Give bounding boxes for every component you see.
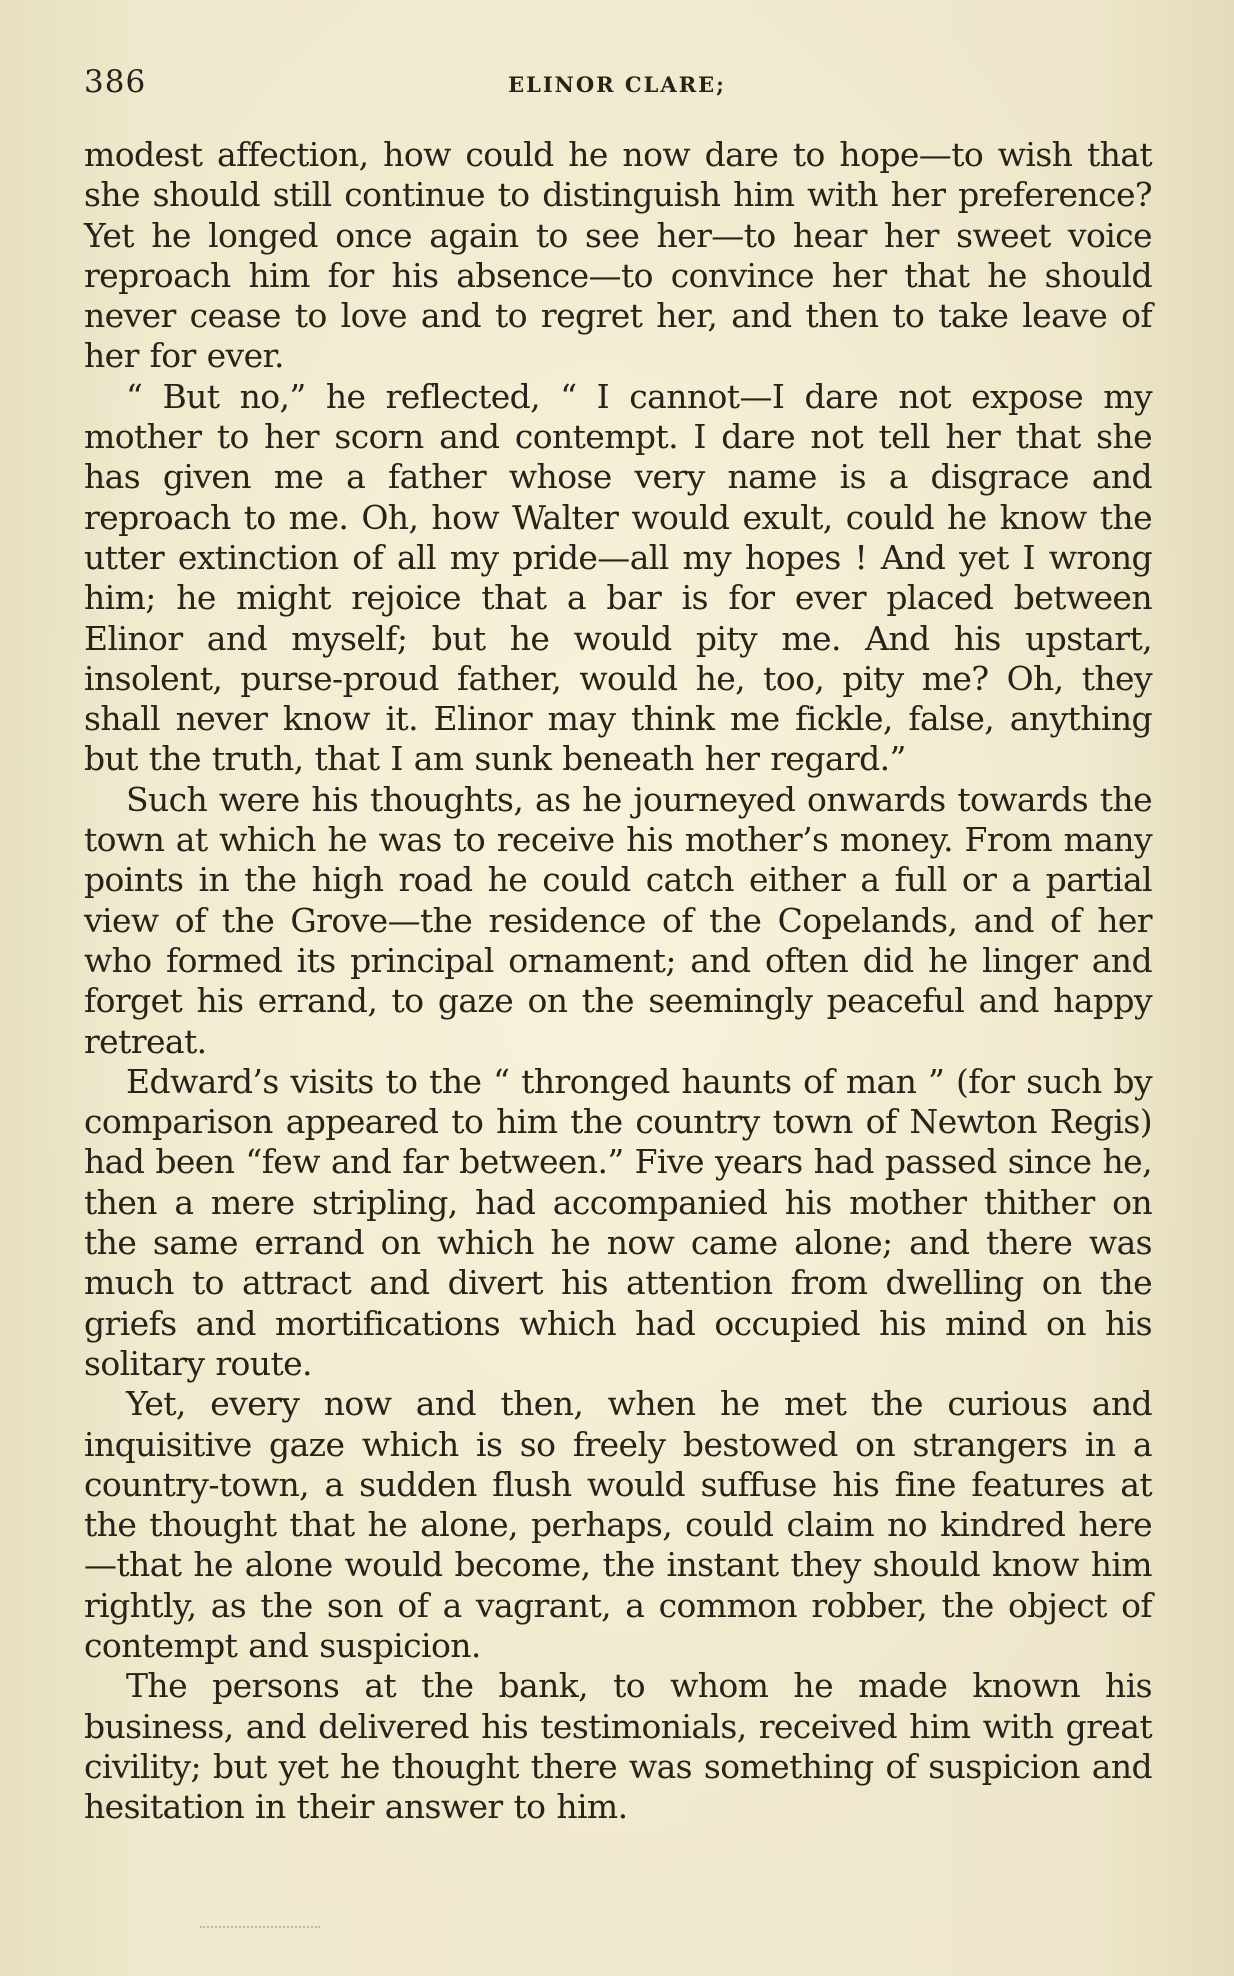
paragraph-2: “ But no,” he reflected, “ I cannot—I dare not expose my mother to her scorn and contempt. I dare not tell her that she has given me a father whose very name is a disgrace and reproach to me. Oh, how Walter would exult, could he know the utter extinction of all my pride—all my hopes ! And yet I wrong him; he might rejoice that a bar is for ever placed between Elinor and myself; but he would pity me. And his upstart, insolent, purse-proud father, would he, too, pity me? Oh, they shall never know it. Elinor may think me fickle, false, anything but the truth, that I am sunk beneath her regard.” <box>84 376 1152 779</box>
running-title: ELINOR CLARE; <box>508 72 726 97</box>
paragraph-4: Edward’s visits to the “ thronged haunts of man ” (for such by comparison appeared to him the country town of Newton Regis) had been “few and far between.” Five years had passed since he, then a mere stripling, had accompanied his mother thither on the same errand on which he now came alone; and there was much to attract and divert his attention from dwelling on the griefs and mortifications which had occupied his mind on his solitary route. <box>84 1061 1152 1383</box>
page-header <box>84 60 1150 110</box>
paragraph-1: modest affection, how could he now dare to hope—to wish that she should still continue to distinguish him with her preference? Yet he longed once again to see her—to hear her sweet voice reproach him for his absence—to convince her that he should never cease to love and to regret her, and then to take leave of her for ever. <box>84 135 1152 376</box>
paragraph-3: Such were his thoughts, as he journeyed onwards towards the town at which he was to receive his mother’s money. From many points in the high road he could catch either a full or a partial view of the Grove—the residence of the Copelands, and of her who formed its principal ornament; and often did he linger and forget his errand, to gaze on the seemingly peaceful and happy retreat. <box>84 779 1152 1061</box>
print-smudge <box>200 1922 320 1928</box>
page-number: 386 <box>84 64 147 100</box>
paragraph-5: Yet, every now and then, when he met the curious and inquisitive gaze which is so freely bestowed on strangers in a country-town, a sudden flush would suffuse his fine features at the thought that he alone, perhaps, could claim no kindred here —that he alone would become, the instant they should know him rightly, as the son of a vagrant, a common robber, the object of contempt and suspicion. <box>84 1384 1152 1665</box>
body-text <box>84 135 1152 1827</box>
paragraph-6: The persons at the bank, to whom he made known his business, and delivered his testimonials, received him with great civility; but yet he thought there was something of suspicion and hesitation in their answer to him. <box>84 1666 1152 1827</box>
